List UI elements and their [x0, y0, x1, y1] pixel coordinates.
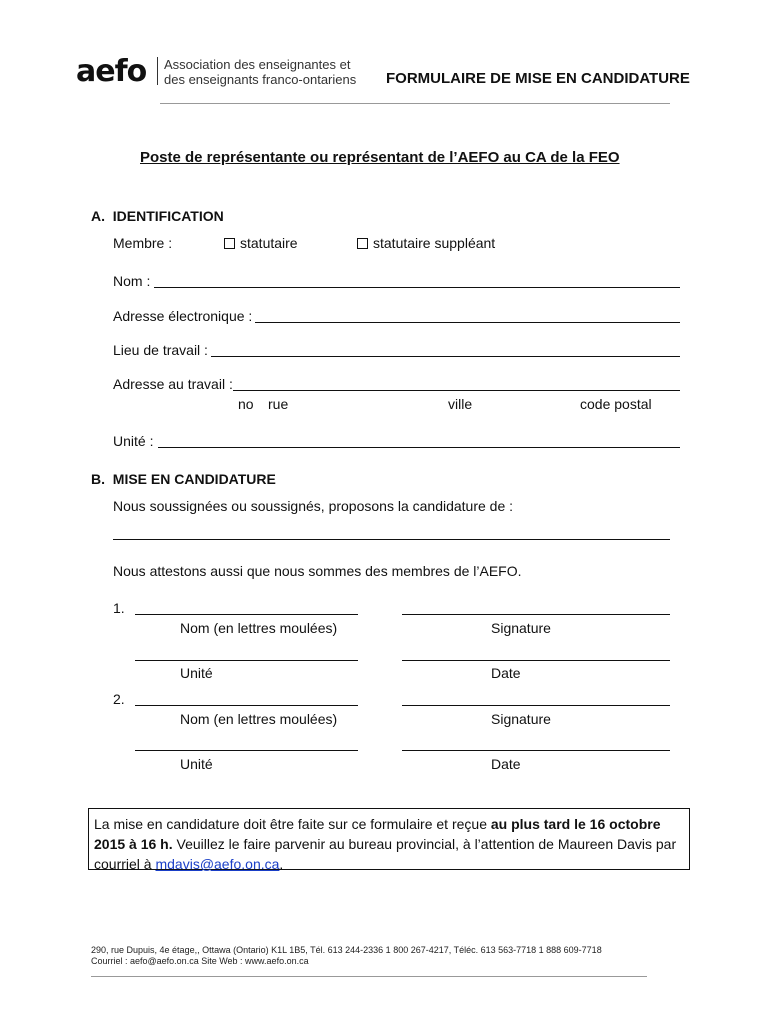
footer-rule	[91, 976, 647, 977]
checkbox-statutaire-suppleant[interactable]	[357, 238, 368, 249]
signer-2-nom-field[interactable]	[135, 705, 358, 706]
signer-1-signature-caption: Signature	[491, 620, 551, 636]
caption-rue: rue	[268, 396, 289, 412]
signer-2-date-field[interactable]	[402, 750, 670, 751]
signer-1-unite-field[interactable]	[135, 660, 358, 661]
email-field[interactable]	[255, 322, 680, 323]
notice-text-1: La mise en candidature doit être faite sur ce formulaire et reçue	[94, 816, 491, 832]
statutaire-label: statutaire	[240, 235, 298, 251]
footer-address: 290, rue Dupuis, 4e étage,, Ottawa (Ontario) K1L 1B5, Tél. 613 244-2336 1 800 267-4217, Téléc. 613 563-7718 1 888 609-7718	[91, 945, 602, 955]
footer-contact: Courriel : aefo@aefo.on.ca Site Web : www.aefo.on.ca	[91, 956, 309, 966]
signer-2-unite-field[interactable]	[135, 750, 358, 751]
propose-text: Nous soussignées ou soussignés, proposons la candidature de :	[113, 498, 514, 514]
statutaire-suppleant-label: statutaire suppléant	[373, 235, 496, 251]
header-rule	[160, 103, 670, 104]
section-b-heading: B. MISE EN CANDIDATURE	[91, 471, 276, 487]
adresse-travail-label: Adresse au travail :	[113, 376, 233, 392]
section-a-heading: A. IDENTIFICATION	[91, 208, 224, 224]
signer-2-signature-caption: Signature	[491, 711, 551, 727]
email-label: Adresse électronique :	[113, 308, 253, 324]
page-subtitle: Poste de représentante ou représentant de l’AEFO au CA de la FEO	[140, 149, 620, 166]
signer-1-date-caption: Date	[491, 665, 521, 681]
checkbox-statutaire[interactable]	[224, 238, 235, 249]
org-name-line1: Association des enseignantes et	[164, 57, 351, 72]
attest-text: Nous attestons aussi que nous sommes des membres de l’AEFO.	[113, 563, 522, 579]
signer-2-unite-caption: Unité	[180, 756, 213, 772]
logo-separator	[157, 57, 158, 85]
signer-1-unite-caption: Unité	[180, 665, 213, 681]
notice-text-3: .	[279, 856, 284, 872]
candidat-field[interactable]	[113, 539, 670, 540]
nom-field[interactable]	[154, 287, 680, 288]
notice-deadline: au plus tard le 16 octobre 2015 à 16 h.	[94, 816, 661, 852]
nom-label: Nom :	[113, 273, 151, 289]
signer-1-nom-caption: Nom (en lettres moulées)	[180, 620, 338, 636]
org-name-line2: des enseignants franco-ontariens	[164, 72, 357, 87]
option-statutaire[interactable]	[224, 235, 298, 251]
signer-1-date-field[interactable]	[402, 660, 670, 661]
lieu-travail-field[interactable]	[211, 356, 680, 357]
signer-1-number: 1.	[113, 600, 125, 616]
signer-2-date-caption: Date	[491, 756, 521, 772]
notice-email-link[interactable]: mdavis@aefo.on.ca	[155, 856, 280, 872]
caption-no: no	[238, 396, 254, 412]
membre-label: Membre :	[113, 235, 173, 251]
signer-1-nom-field[interactable]	[135, 614, 358, 615]
signer-2-number: 2.	[113, 691, 125, 707]
signer-2-signature-field[interactable]	[402, 705, 670, 706]
form-title: FORMULAIRE DE MISE EN CANDIDATURE	[386, 70, 690, 87]
aefo-logo: aefo	[76, 54, 147, 89]
signer-2-nom-caption: Nom (en lettres moulées)	[180, 711, 338, 727]
option-statutaire-suppleant[interactable]	[357, 235, 495, 251]
signer-1-signature-field[interactable]	[402, 614, 670, 615]
adresse-travail-field[interactable]	[233, 390, 680, 391]
deadline-notice	[88, 808, 690, 870]
unite-label: Unité :	[113, 433, 154, 449]
unite-field[interactable]	[158, 447, 680, 448]
notice-text-2: Veuillez le faire parvenir au bureau provincial, à l’attention de Maureen Davis par courriel à	[94, 836, 677, 872]
caption-code-postal: code postal	[580, 396, 652, 412]
caption-ville: ville	[448, 396, 473, 412]
lieu-travail-label: Lieu de travail :	[113, 342, 208, 358]
